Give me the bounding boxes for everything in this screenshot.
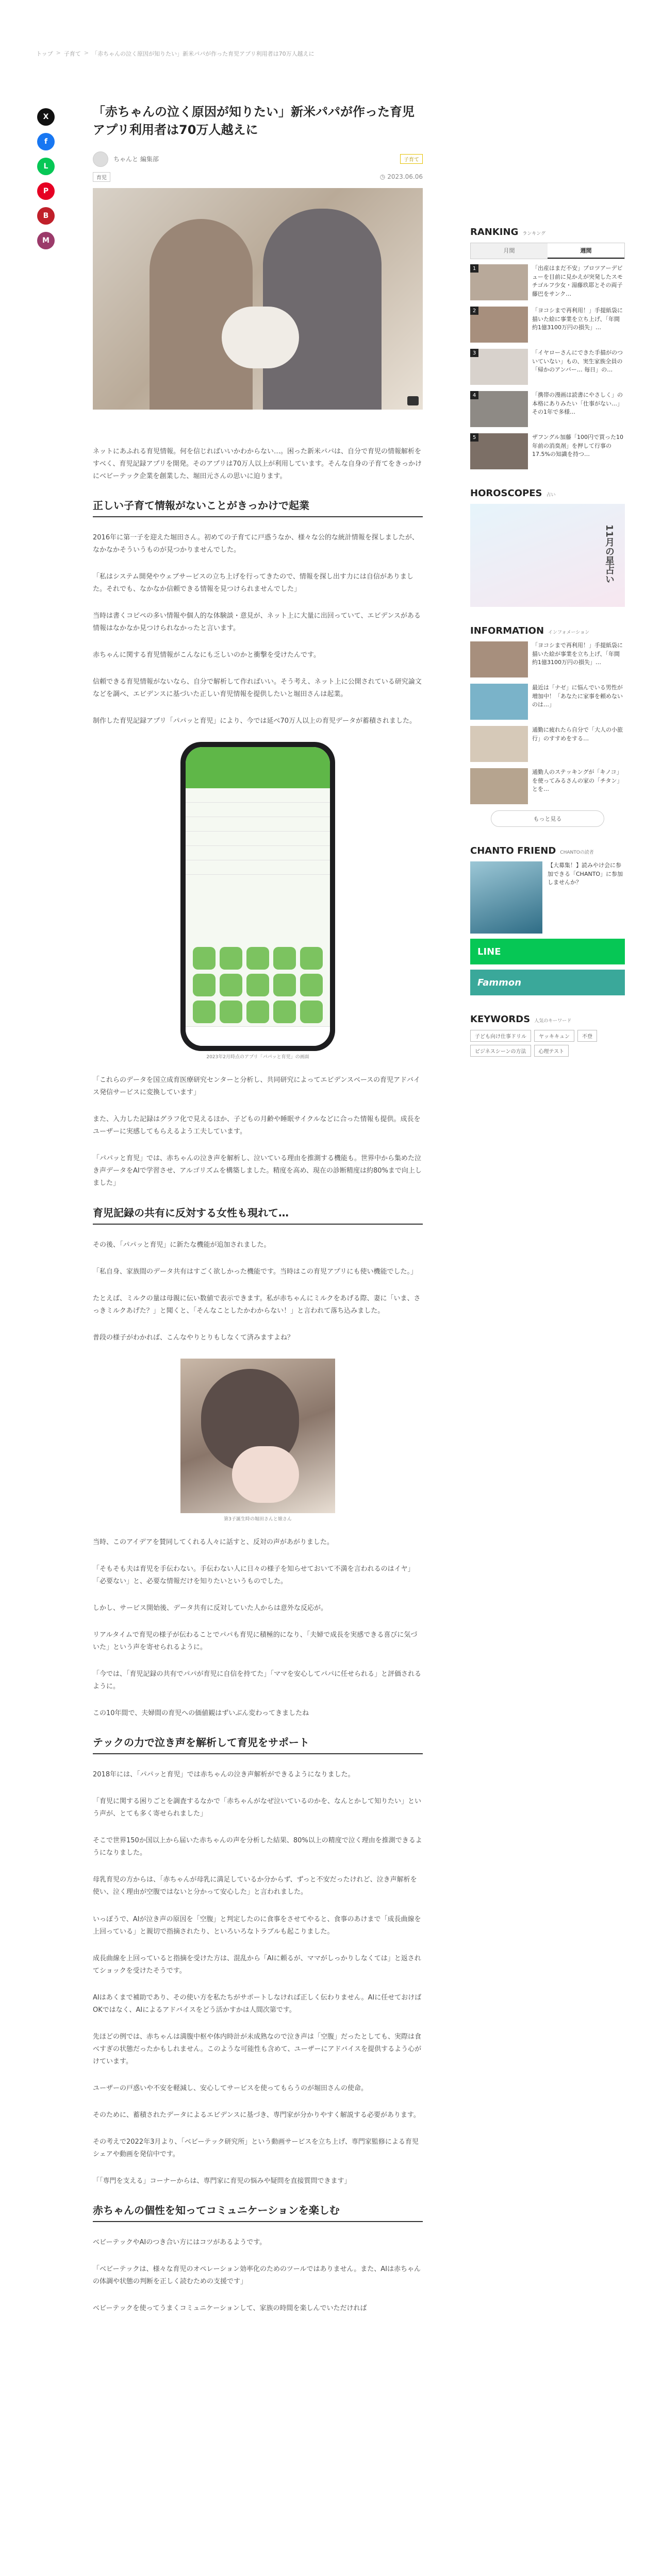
paragraph: 「ベビーテックは、様々な育児のオペレーション効率化のためのツールではありません。また、AIは赤ちゃんの体調や状態の判断を正しく読むための支援です」 [93,2265,421,2286]
zoom-icon[interactable] [407,396,419,405]
keywords-title: KEYWORDS [470,1014,531,1025]
hatena-share-icon[interactable]: B [37,207,55,225]
breadcrumb [36,49,315,58]
app-grid-button [246,947,269,970]
paragraph: 「これらのデータを国立成育医療研究センターと分析し、共同研究によってエビデンスベースの育児アドバイス発信サービスに変換しています」 [93,1076,420,1097]
app-grid-button [273,947,296,970]
clock-icon: ◷ [379,173,386,181]
paragraph: 2016年に第一子を迎えた堀田さん。初めての子育てに戸惑うなか、様々な公的な統計情報を探しましたが、なかなかそういうものが見つかりませんでした。 [93,533,419,554]
paragraph: 先ほどの例では、赤ちゃんは満腹中枢や体内時計が未成熟なので泣き声は「空腹」だったとしても、実際は食べすぎの状態だったかもしれません。このような可能性も含めて、ユーザーにアドバイスを提供するよう心がけています。 [93,2032,422,2065]
info-item[interactable] [470,641,625,677]
publish-date [380,173,423,180]
app-grid-button [246,974,269,996]
ranking-number: 4 [470,391,478,399]
ranking-number: 5 [470,433,478,442]
app-grid-button [220,947,242,970]
paragraph: そこで世界150か国以上から届いた赤ちゃんの声を分析した結果、80%以上の精度で泣く理由を推測できるようになりました。 [93,1837,422,1857]
paragraph: この10年間で、夫婦間の育児への価値観はずいぶん変わってきましたね [93,1709,309,1718]
ranking-thumbnail [470,349,528,385]
information-title: INFORMATION [470,625,544,636]
paragraph: 「パパッと育児」では、赤ちゃんの泣き声を解析し、泣いている理由を推測する機能も。世界中から集めた泣き声データをAIで学習させ、アルゴリズムを構築しました。精度を高め、現在の診断精度は約80%まで向上しました」 [93,1155,422,1188]
hero-baby [222,307,299,368]
horoscopes-banner[interactable] [470,504,625,607]
ranking-item[interactable] [470,349,625,385]
app-grid-button [193,974,216,996]
paragraph: また、入力した記録はグラフ化で見えるほか、子どもの月齢や睡眠サイクルなどに合った情報も提供。成長をユーザーに実感してもらえるよう工夫しています。 [93,1115,421,1136]
paragraph: ユーザーの戸惑いや不安を軽減し、安心してサービスを使ってもらうのが堀田さんの使命。 [93,2084,368,2092]
keywords-subtitle: 人気のキーワード [534,1019,572,1024]
info-thumbnail [470,726,528,762]
ranking-item[interactable] [470,433,625,469]
horoscopes-subtitle: 占い [546,493,556,498]
ranking-thumbnail [470,433,528,469]
app-grid-button [273,1001,296,1023]
ranking-text: ザフングル加藤「100円で買った10年前の消臭剤」を押して行事の17.5%の知識を持つ… [532,434,624,457]
app-grid-button [273,974,296,996]
ranking-number: 3 [470,349,478,357]
figure-caption: 第3子誕生時の堀田さんと娘さん [224,1516,292,1522]
x-share-icon[interactable]: X [37,108,55,126]
article [93,103,423,2315]
paragraph: 「「専門を支える」コーナーからは、専門家に育児の悩みや疑問を直接質問できます」 [93,2177,351,2185]
horoscopes-banner-text: 11月の星占い [604,524,615,584]
pinterest-share-icon[interactable]: P [37,182,55,200]
app-button-grid [193,947,323,1023]
author-row [93,151,423,167]
date-text: 2023.06.06 [387,173,423,181]
breadcrumb-category[interactable]: 子育て [63,50,81,57]
app-grid-button [193,1001,216,1023]
more-button[interactable]: もっと見る [491,810,604,827]
ranking-title: RANKING [470,227,519,238]
ranking-text: 「出産はまだ不安」プロツアーデビューを目前に見かえが突発したスモチゴルフ少女・湯藤玖耶とその両子藤巴をサンク… [532,265,623,297]
paragraph: 「私はシステム開発やウェブサービスの立ち上げを行ってきたので、情報を探し出す力には自信がありました。それでも、なかなか信頼できる情報を見つけられませんでした」 [93,572,413,593]
keyword-chip[interactable]: ビジネスシーンの方法 [470,1045,531,1057]
app-screenshot-figure [93,742,423,1060]
paragraph: 2018年には、「パパッと育児」では赤ちゃんの泣き声解析ができるようになりました。 [93,1771,355,1779]
keywords-heading [470,1014,625,1025]
breadcrumb-separator: > [84,49,89,56]
app-grid-button [300,974,323,996]
paragraph: 当時、このアイデアを賛同してくれる人々に話すと、反対の声があがりました。 [93,1538,334,1546]
chanto-title: CHANTO FRIEND [470,845,556,856]
ranking-thumbnail [470,264,528,300]
paragraph: 母乳育児の方からは、「赤ちゃんが母乳に満足しているか分からず、ずっと不安だったけれど、泣き声解析を使い、泣く理由が空腹ではないと分かって安心した」と言われました。 [93,1876,417,1896]
app-record-row [186,803,330,817]
app-grid-button [246,1001,269,1023]
share-bar [37,108,55,249]
paragraph: そのために、蓄積されたデータによるエビデンスに基づき、専門家が分かりやすく解説する必要があります。 [93,2111,420,2119]
ranking-text: 「イヤローさんにできた手描がのついていない」もの、実生家族全員の「帰かのアンバー… 毎日」の… [532,349,623,373]
tab-weekly[interactable]: 週間 [548,243,624,259]
info-thumbnail [470,684,528,720]
info-text: 通勤に疲れたら自分で「大人の小旅行」のすすめをする… [532,726,623,742]
ranking-item[interactable] [470,307,625,343]
ranking-subtitle: ランキング [522,231,546,236]
article-lead: ネットにあふれる育児情報。何を信じればいいかわからない…。困った新米パパは、自分で育児の情報解析をすべく、育児記録アプリを開発。そのアプリは70万人以上が利用しています。そんな自身の子育てをきっかけにベビーテック企業を創業した、堀田元さんの思いに迫ります。 [93,447,422,480]
app-record-row [186,832,330,846]
keyword-chip[interactable]: 子ども向け仕事ドリル [470,1030,531,1042]
facebook-share-icon[interactable]: f [37,133,55,150]
app-record-row [186,817,330,832]
paragraph: その後、「パパッと育児」に新たな機能が追加されました。 [93,1241,271,1249]
ranking-thumbnail [470,391,528,427]
paragraph: たとえば、ミルクの量は母親に伝い数値で表示できます。私が赤ちゃんにミルクをあげる際、妻に「いま、さっきミルクあげた？」と聞くと、「そんなことしたかわからない！」と言われて落ち込みました。 [93,1294,421,1315]
chanto-text: 【大募集！】読みやけ会に参加できる「CHANTO」に参加しませんか？ [548,862,623,886]
keyword-chip[interactable]: ヤッキキュン [534,1030,574,1042]
keyword-chip[interactable]: 心理テスト [534,1045,569,1057]
hero-image [93,188,423,410]
app-grid-button [220,974,242,996]
family-photo-figure [93,1359,423,1522]
paragraph: 普段の様子がわかれば、こんなやりとりもしなくて済みますよね？ [93,1333,294,1342]
app-header [186,747,330,788]
paragraph: ベビーテックやAIのつき合い方にはコツがあるようです。 [93,2239,267,2247]
author-avatar[interactable] [93,151,108,167]
section-heading: 育児記録の共有に反対する女性も現れて… [93,1205,423,1225]
paragraph: 制作した育児記録アプリ「パパッと育児」により、今では延べ70万人以上の育児データが蓄積されました。 [93,717,417,725]
section-heading: 正しい子育て情報がないことがきっかけで起業 [93,497,423,517]
app-grid-button [300,1001,323,1023]
meta-row [93,172,423,182]
paragraph: 赤ちゃんに関する育児情報がこんなにも乏しいのかと衝撃を受けたんです。 [93,651,320,659]
paragraph: 「育児に関する困りごとを調査するなかで「赤ちゃんがなぜ泣いているのかを、なんとかして知りたい」という声が、とても多く寄せられました」 [93,1798,422,1818]
app-tab-bar [186,1026,330,1046]
tag-badge[interactable]: 育児 [93,172,110,182]
information-heading [470,625,625,636]
app-grid-button [193,947,216,970]
information-subtitle: インフォメーション [548,630,590,635]
chanto-card[interactable] [470,861,625,934]
category-badge[interactable]: 子育て [400,154,423,164]
paragraph: その考えで2022年3月より、「ベビーテック研究所」という動画サービスを立ち上げ、専門家監修による育児シェアや動画を発信中です。 [93,2138,419,2159]
phone-screen [186,747,330,1046]
ranking-item[interactable] [470,391,625,427]
paragraph: 成長曲線を上回っていると指摘を受けた方は、混乱から「AIに頼るが、ママがしっかりしなくては」と返されてショックを受けたそうです。 [93,1954,421,1975]
app-grid-button [220,1001,242,1023]
paragraph: 当時は書くコピペの多い情報や個人的な体験談・意見が、ネット上に大量に出回っていて、エビデンスがある情報はなかなか見つけられなかったと言います。 [93,612,421,632]
app-record-row [186,846,330,860]
ranking-number: 2 [470,307,478,315]
info-text: 最近は「ナゼ」に悩んでいる男性が増加中！「あなたに家事を頼めないのは…」 [532,684,623,708]
ranking-item[interactable] [470,264,625,300]
tab-monthly[interactable]: 月間 [471,243,548,259]
author-name[interactable]: ちゃんと 編集部 [113,156,159,163]
ranking-text: 「携帯の漫画は読書にやさしく」の本格にありみたい「仕事がない…」その1年で多様… [532,392,623,415]
app-record-row [186,860,330,875]
breadcrumb-home[interactable]: トップ [36,50,53,57]
line-banner[interactable]: LINE [470,939,625,964]
chanto-thumbnail [470,861,542,934]
paragraph: AIはあくまで補助であり、その使い方を私たちがサポートしなければ正しく伝わりません。AIに任せておけばOKではなく、AIによるアドバイスをどう活かすかは人間次第です。 [93,1993,422,2014]
keyword-list [470,1030,625,1057]
figure-caption: 2023年2月時点のアプリ「パパッと育児」の画面 [206,1055,309,1060]
phone-mockup [180,742,335,1051]
info-item[interactable] [470,726,625,762]
ranking-heading [470,227,625,238]
chanto-subtitle: CHANTOの読者 [560,850,594,855]
paragraph: 「今では、「育児記録の共有でパパが育児に自信を持てた」「ママを安心してパパに任せられる」と評価されるように。 [93,1670,422,1691]
info-item[interactable] [470,684,625,720]
app-grid-button [300,947,323,970]
paragraph: いっぽうで、AIが泣き声の原因を「空腹」と判定したのに食事をさせてやると、食事のあけまで「成長曲線を上回っている」と親切で指摘されたり、といろいろなトラブルも起こりました。 [93,1915,421,1936]
app-record-row [186,788,330,803]
article-title: 「赤ちゃんの泣く原因が知りたい」新米パパが作った育児アプリ利用者は70万人越えに [93,105,415,137]
section-heading: 赤ちゃんの個性を知ってコミュニケーションを楽しむ [93,2202,423,2222]
breadcrumb-separator: > [56,49,61,56]
info-text: 通勤人のステッキングが「キノコ」を使ってみるさんの家の「チタン」とを… [532,769,623,792]
ranking-tabs [470,243,625,259]
paragraph: 信頼できる育児情報がないなら、自分で解析して作ればいい。そう考え、ネット上に公開されている研究論文などを調べ、エビデンスに基づいた正しい育児情報を提供したいと堀田さんは起業。 [93,678,422,699]
ranking-text: 「ヨコシまで再利用！」手提紙袋に描いた絵に事業を立ち上げ、「年間約1億3100万円の損失」… [532,307,623,331]
line-share-icon[interactable]: L [37,158,55,175]
horoscopes-heading [470,488,625,499]
info-thumbnail [470,641,528,677]
photo-daughter [232,1446,299,1503]
mail-share-icon[interactable]: M [37,232,55,249]
ranking-number: 1 [470,264,478,273]
family-photo [180,1359,335,1513]
paragraph: リアルタイムで育児の様子が伝わることでパパも育児に積極的になり、「夫婦で成長を実感できる喜びに気づいた」という声を寄せられるように。 [93,1631,418,1651]
paragraph: 「そもそも夫は育児を手伝わない。手伝わない人に日々の様子を知らせておいて不満を言われるのはイヤ」「必要ない」と、必要な情報だけを知りたいというものでした。 [93,1565,415,1585]
breadcrumb-current: 「赤ちゃんの泣く原因が知りたい」新米パパが作った育児アプリ利用者は70万人越えに [92,50,315,57]
horoscopes-title: HOROSCOPES [470,488,542,499]
sidebar [470,227,625,1057]
paragraph: ベビーテックを使ってうまくコミュニケーションして、家族の時間を楽しんでいただければ [93,2304,367,2313]
ranking-thumbnail [470,307,528,343]
paragraph: 「私自身、家族間のデータ共有はすごく欲しかった機能です。当時はこの育児アプリにも使い機能でした。」 [93,1267,417,1276]
paragraph: しかし、サービス開始後、データ共有に反対していた人からは意外な反応が。 [93,1604,328,1612]
info-thumbnail [470,768,528,804]
famm-banner[interactable]: Fammon [470,970,625,995]
keyword-chip[interactable]: 不登 [577,1030,597,1042]
info-text: 「ヨコシまで再利用！」手提紙袋に描いた絵が事業を立ち上げ、「年間約1億3100万円の損失」… [532,642,623,666]
section-heading: テックの力で泣き声を解析して育児をサポート [93,1734,423,1754]
info-item[interactable] [470,768,625,804]
chanto-heading [470,845,625,856]
